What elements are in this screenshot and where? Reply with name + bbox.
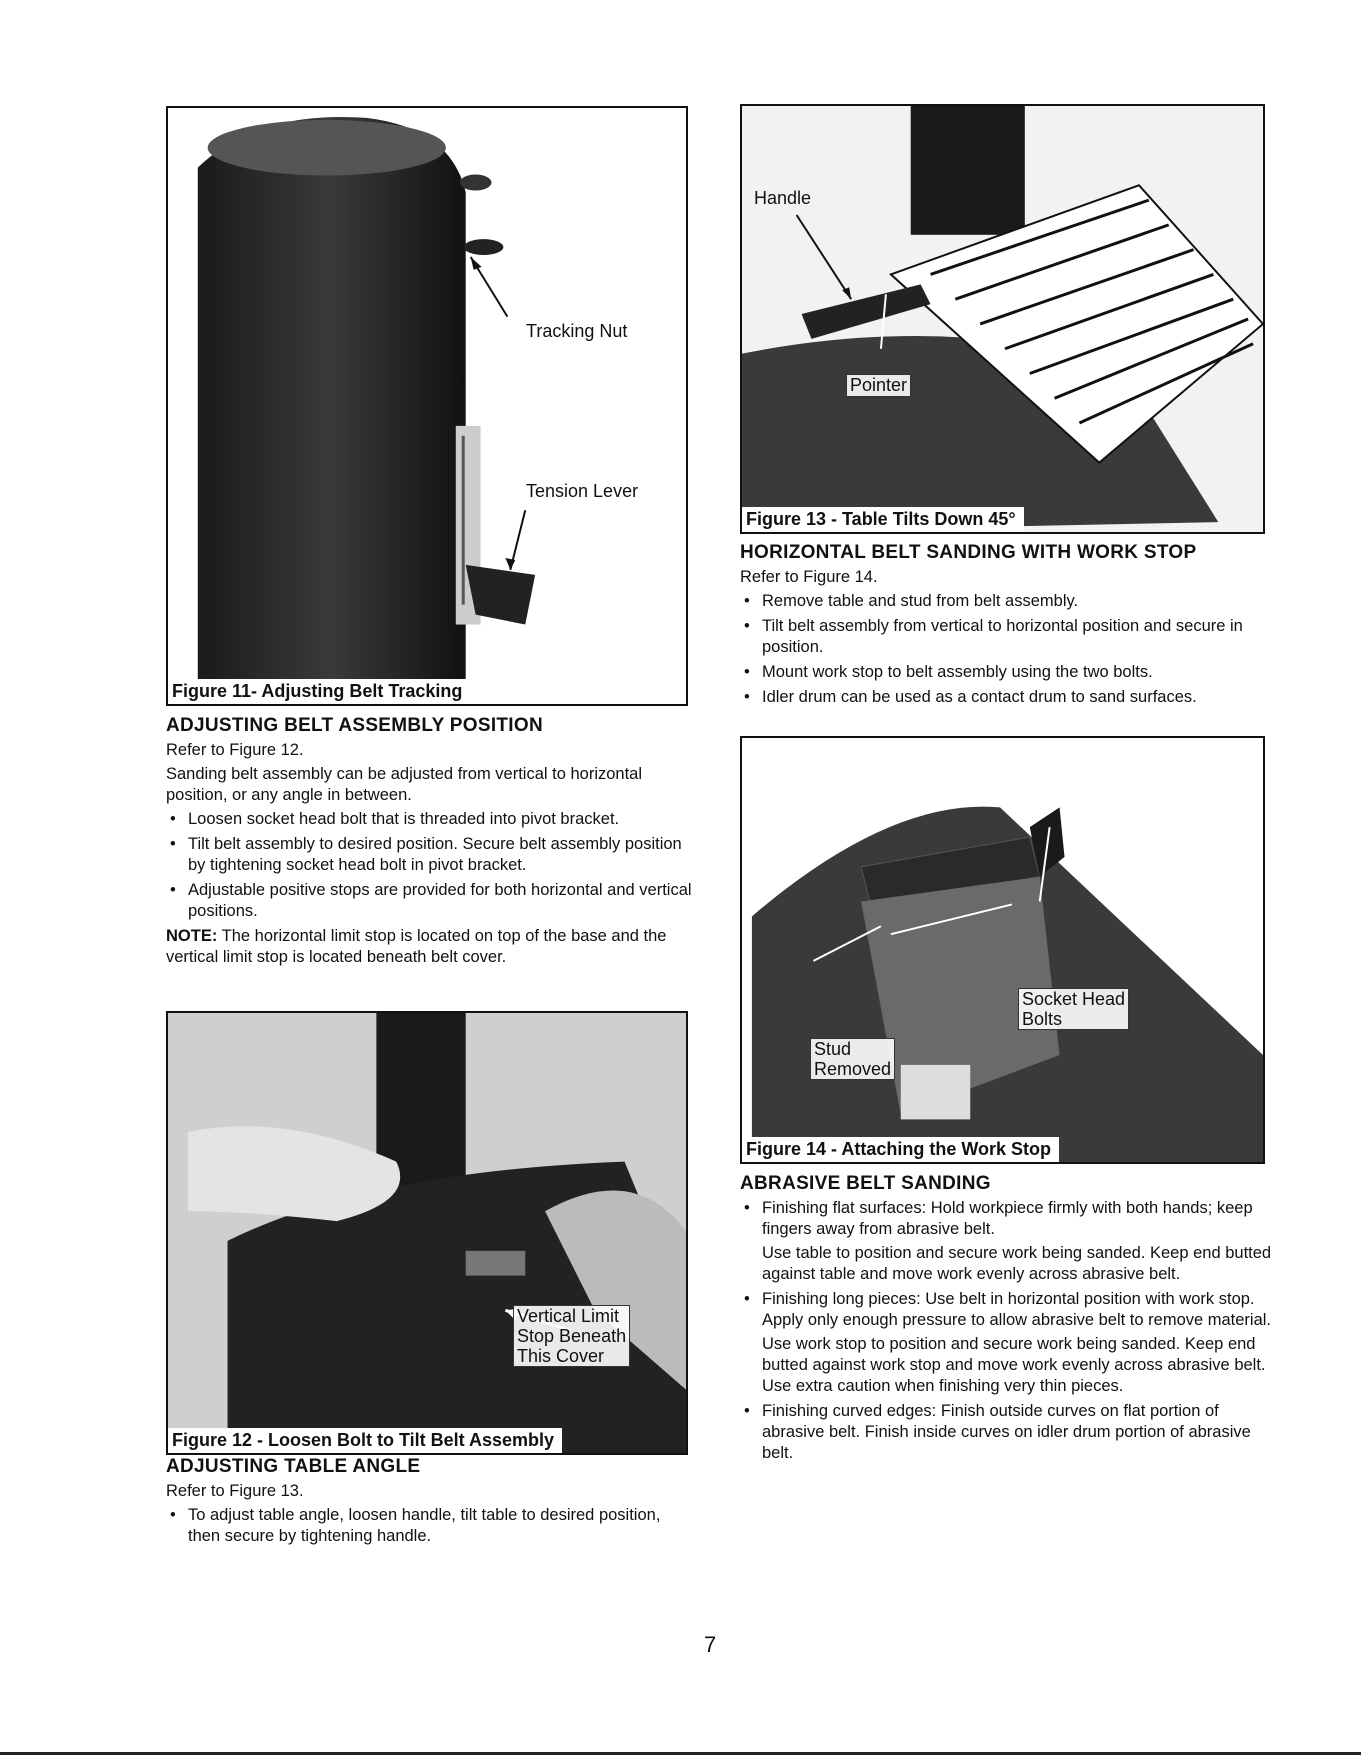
heading-horizontal: HORIZONTAL BELT SANDING WITH WORK STOP [740,542,1197,563]
list-item: • Tilt belt assembly to desired position. Secure belt assembly position by tightening socket head bolt in pivot bracket. [166,834,696,876]
vertical-limit-line-3: This Cover [517,1346,605,1366]
socket-head-line-2: Bolts [1022,1009,1063,1029]
list-item: • Mount work stop to belt assembly using the two bolts. [740,662,1285,683]
abrasive-list [740,1198,1275,1464]
stud-line-1: Stud [814,1039,852,1059]
list-item: • To adjust table angle, loosen handle, tilt table to desired position, then secure by tightening handle. [166,1505,696,1547]
refer-figure-13: Refer to Figure 13. [166,1482,304,1500]
heading-abrasive: ABRASIVE BELT SANDING [740,1173,991,1194]
figure-12 [166,1011,688,1455]
figure-14 [740,736,1265,1164]
figure-12-caption: Figure 12 - Loosen Bolt to Tilt Belt Assembly [168,1428,562,1453]
tension-lever-label: Tension Lever [526,481,639,501]
section-table-angle [166,1455,696,1551]
figure-11-caption: Figure 11- Adjusting Belt Tracking [168,679,470,704]
list-item [740,1198,1275,1285]
refer-figure-14: Refer to Figure 14. [740,568,878,586]
figure-13-caption: Figure 13 - Table Tilts Down 45° [742,507,1024,532]
heading-table-angle: ADJUSTING TABLE ANGLE [166,1456,421,1477]
heading-belt-position: ADJUSTING BELT ASSEMBLY POSITION [166,715,543,736]
belt-position-list [166,809,696,922]
list-item [740,1289,1275,1397]
belt-position-intro: Sanding belt assembly can be adjusted from vertical to horizontal position, or any angle in between. [166,765,643,804]
table-angle-list [166,1505,696,1547]
figure-11 [166,106,688,706]
note-text: The horizontal limit stop is located on top of the base and the vertical limit stop is located beneath belt cover. [166,927,667,966]
figure-13-photo [742,106,1263,532]
list-item-subtext: Use work stop to position and secure work being sanded. Keep end butted against work stop and move work evenly across abrasive belt. Use extra caution when finishing very thin pieces. [762,1335,1266,1395]
section-belt-position [166,714,696,971]
vertical-limit-label [513,1305,630,1367]
list-item: • Idler drum can be used as a contact drum to sand surfaces. [740,687,1285,708]
list-item-text: Finishing flat surfaces: Hold workpiece firmly with both hands; keep fingers away from abrasive belt. [762,1199,1253,1238]
horizontal-list [740,591,1285,708]
refer-figure-12: Refer to Figure 12. [166,741,304,759]
stud-line-2: Removed [814,1059,892,1079]
section-horizontal [740,541,1285,712]
socket-head-bolts-label [1018,988,1129,1030]
list-item-subtext: Use table to position and secure work being sanded. Keep end butted against table and move work evenly across abrasive belt. [762,1244,1272,1283]
figure-14-photo [742,738,1263,1162]
bottom-rule [0,1752,1361,1755]
stud-removed-label [810,1038,895,1080]
list-item: • Loosen socket head bolt that is threaded into pivot bracket. [166,809,696,830]
handle-label: Handle [754,188,812,208]
note [166,926,696,968]
page-number: 7 [704,1632,717,1657]
list-item: • Remove table and stud from belt assembly. [740,591,1285,612]
pointer-label: Pointer [846,374,911,397]
tracking-nut-label: Tracking Nut [526,321,628,341]
socket-head-line-1: Socket Head [1022,989,1126,1009]
figure-11-photo [168,108,686,704]
figure-14-caption: Figure 14 - Attaching the Work Stop [742,1137,1059,1162]
list-item: • Adjustable positive stops are provided for both horizontal and vertical positions. [166,880,696,922]
figure-12-photo [168,1013,686,1453]
list-item-text: Finishing long pieces: Use belt in horizontal position with work stop. Apply only enough pressure to allow abrasive belt to remove material. [762,1290,1272,1329]
figure-13 [740,104,1265,534]
list-item [740,1401,1275,1464]
note-label: NOTE: [166,927,218,945]
vertical-limit-line-2: Stop Beneath [517,1326,627,1346]
list-item: • Tilt belt assembly from vertical to horizontal position and secure in position. [740,616,1285,658]
list-item-text: Finishing curved edges: Finish outside curves on flat portion of abrasive belt. Finish inside curves on idler drum portion of abrasive belt. [762,1402,1251,1462]
section-abrasive [740,1172,1275,1468]
vertical-limit-line-1: Vertical Limit [517,1306,620,1326]
